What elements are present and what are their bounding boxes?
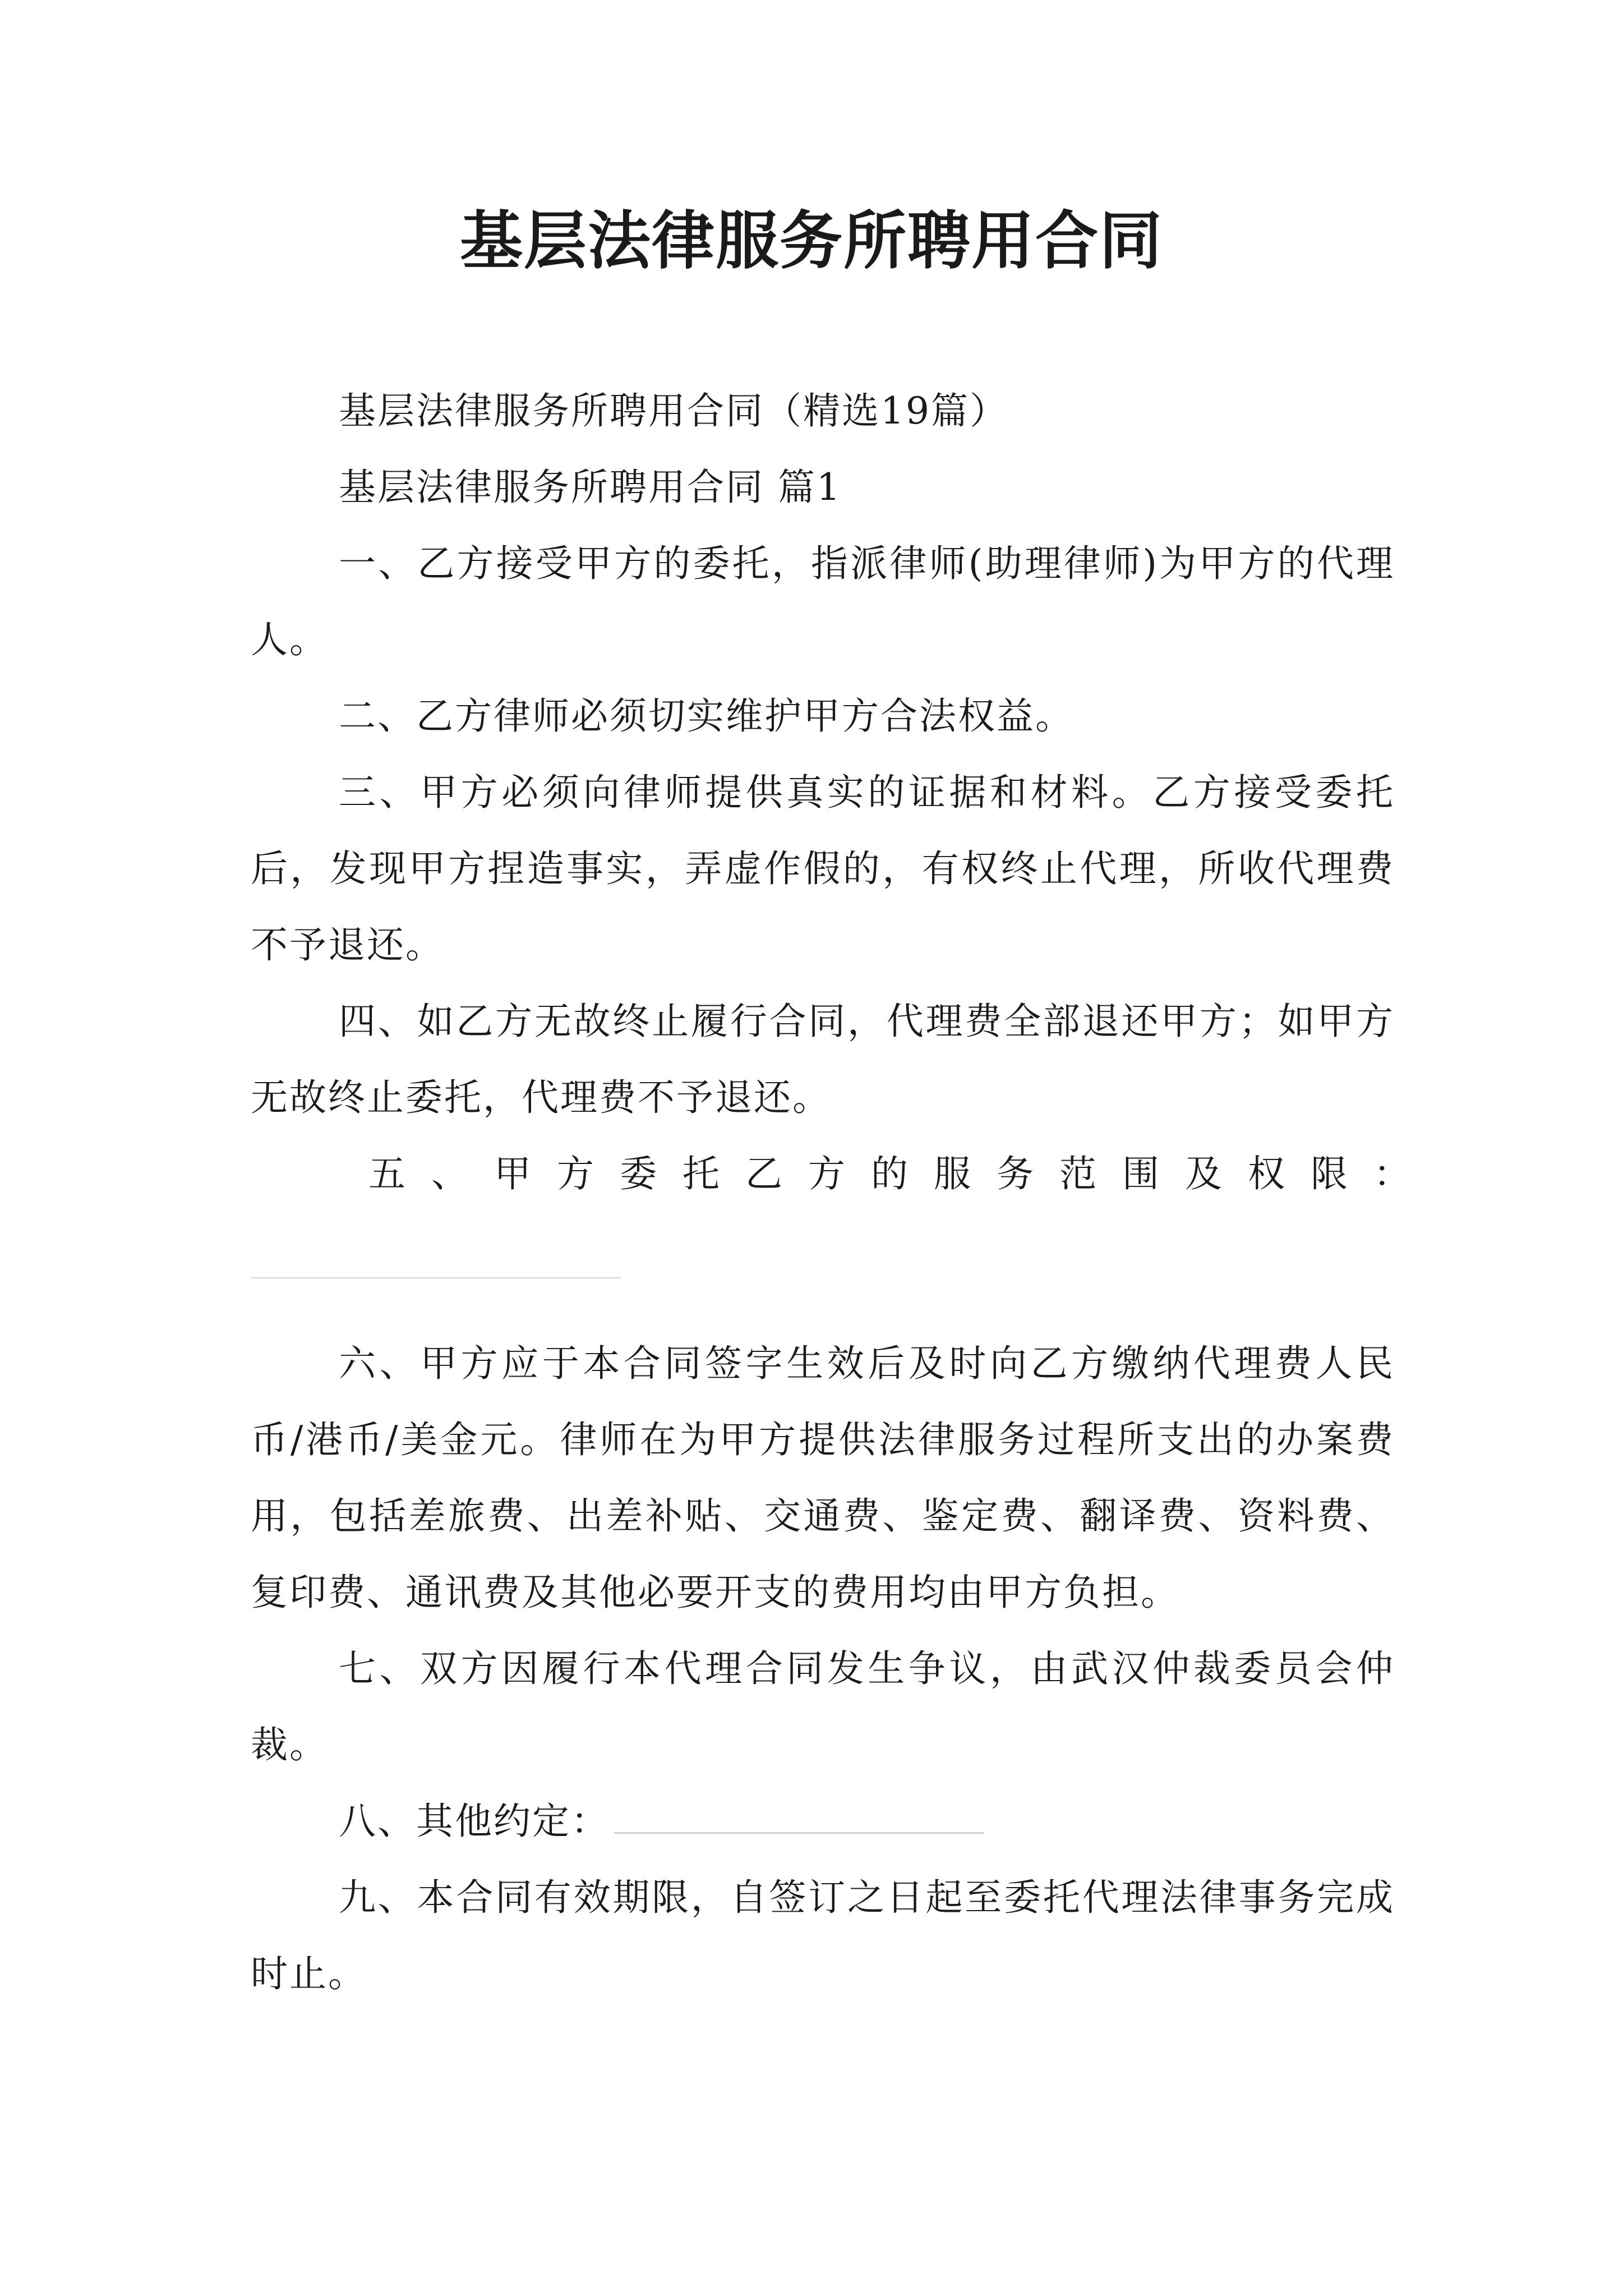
- clause-9: 九、本合同有效期限，自签订之日起至委托代理法律事务完成时止。: [251, 1876, 1395, 1995]
- blank-fill-line: [614, 1830, 984, 1834]
- clause-7: 七、双方因履行本代理合同发生争议，由武汉仲裁委员会仲裁。: [251, 1647, 1395, 1766]
- clause-3: 三、甲方必须向律师提供真实的证据和材料。乙方接受委托后，发现甲方捏造事实，弄虚作假的，有权终止代理，所收代理费不予退还。: [251, 771, 1395, 967]
- clause-2: 二、乙方律师必须切实维护甲方合法权益。: [339, 694, 1074, 738]
- clause-8-text: 八、其他约定：: [339, 1800, 610, 1843]
- clause-6: 六、甲方应于本合同签字生效后及时向乙方缴纳代理费人民币/港币/美金元。律师在为甲方提供法律服务过程所支出的办案费用，包括差旅费、出差补贴、交通费、鉴定费、翻译费、资料费、复印费、通讯费及其他必要开支的费用均由甲方负担。: [251, 1342, 1395, 1614]
- document-body: [251, 373, 1436, 2012]
- clause-8: [251, 1783, 1395, 1860]
- clause-4: 四、如乙方无故终止履行合同，代理费全部退还甲方；如甲方无故终止委托，代理费不予退还。: [251, 1000, 1395, 1119]
- clause-1: 一、乙方接受甲方的委托，指派律师(助理律师)为甲方的代理人。: [251, 542, 1395, 661]
- section-heading: 基层法律服务所聘用合同 篇1: [339, 466, 842, 509]
- document-title: 基层法律服务所聘用合同: [460, 204, 1163, 278]
- blank-fill-line: [251, 1277, 621, 1278]
- document-subtitle: 基层法律服务所聘用合同（精选19篇）: [339, 389, 1008, 432]
- clause-5: 五、甲方委托乙方的服务范围及权限：: [368, 1152, 1436, 1195]
